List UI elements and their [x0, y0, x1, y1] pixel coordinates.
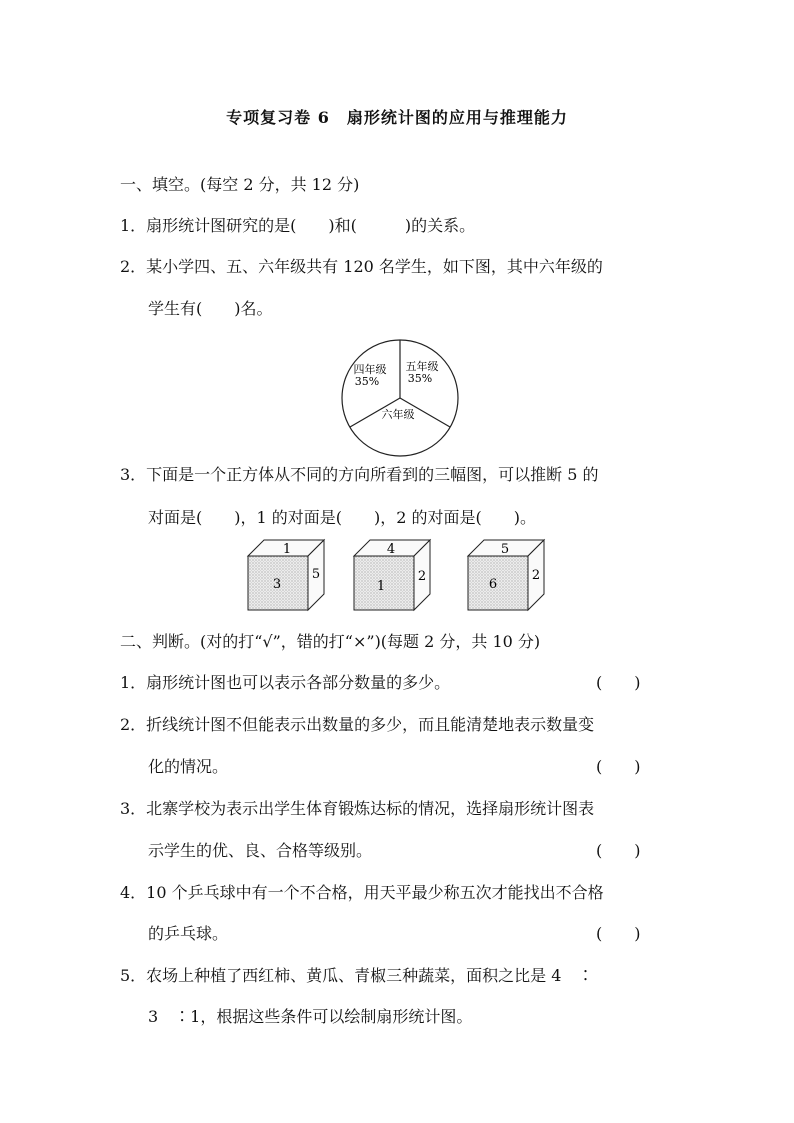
section2-question-1: 1．扇形统计图也可以表示各部分数量的多少。	[120, 673, 451, 692]
section2-question-2-line1: 2．折线统计图不但能表示出数量的多少，而且能清楚地表示数量变	[120, 715, 595, 734]
section1-question-1: 1．扇形统计图研究的是( )和( )的关系。	[120, 216, 476, 235]
section1-heading: 一、填空。(每空 2 分，共 12 分)	[120, 175, 360, 194]
answer-parentheses: ( )	[596, 841, 641, 860]
pie-slice-value: 35%	[354, 375, 380, 388]
section1-question-3-line1: 3．下面是一个正方体从不同的方向所看到的三幅图，可以推断 5 的	[120, 465, 599, 484]
answer-parentheses: ( )	[596, 757, 641, 776]
cube-3	[468, 540, 544, 610]
cube-top-number: 5	[500, 542, 510, 557]
pie-slice-label: 六年级	[381, 408, 415, 421]
cube-2	[354, 540, 430, 610]
section1-question-2-line2: 学生有( )名。	[148, 299, 273, 318]
page-title: 专项复习卷 6 扇形统计图的应用与推理能力	[226, 108, 568, 127]
pie-chart	[340, 338, 460, 458]
section2-heading: 二、判断。(对的打“√”，错的打“×”)(每题 2 分，共 10 分)	[120, 632, 541, 651]
cube-1	[248, 540, 324, 610]
cube-front-number: 1	[376, 579, 386, 594]
section2-question-4-line1: 4．10 个乒乓球中有一个不合格，用天平最少称五次才能找出不合格	[120, 883, 604, 902]
cube-top-number: 4	[386, 542, 396, 557]
section2-question-4-line2: 的乒乓球。	[148, 924, 229, 943]
section1-question-2-line1: 2．某小学四、五、六年级共有 120 名学生，如下图，其中六年级的	[120, 257, 603, 276]
answer-parentheses: ( )	[596, 924, 641, 943]
cube-views	[246, 538, 556, 612]
cube-side-number: 2	[417, 569, 427, 584]
section2-question-2-line2: 化的情况。	[148, 757, 229, 776]
pie-slice-value: 35%	[407, 372, 433, 385]
cube-side-number: 2	[531, 568, 541, 583]
cube-front-face	[468, 556, 528, 610]
section2-question-3-line2: 示学生的优、良、合格等级别。	[148, 841, 373, 860]
cube-front-number: 3	[272, 577, 282, 592]
cube-front-number: 6	[488, 577, 498, 592]
section1-question-3-line2: 对面是( )，1 的对面是( )，2 的对面是( )。	[148, 508, 536, 527]
cube-top-number: 1	[282, 542, 292, 557]
pie-slice-label: 五年级	[405, 360, 439, 373]
section2-question-5-line2: 3 ∶1，根据这些条件可以绘制扇形统计图。	[148, 1007, 473, 1026]
pie-slice-label: 四年级	[353, 363, 387, 376]
section2-question-3-line1: 3．北寨学校为表示出学生体育锻炼达标的情况，选择扇形统计图表	[120, 799, 595, 818]
answer-parentheses: ( )	[596, 673, 641, 692]
cube-side-number: 5	[311, 567, 321, 582]
section2-question-5-line1: 5．农场上种植了西红柿、黄瓜、青椒三种蔬菜，面积之比是 4 ∶	[120, 966, 594, 985]
